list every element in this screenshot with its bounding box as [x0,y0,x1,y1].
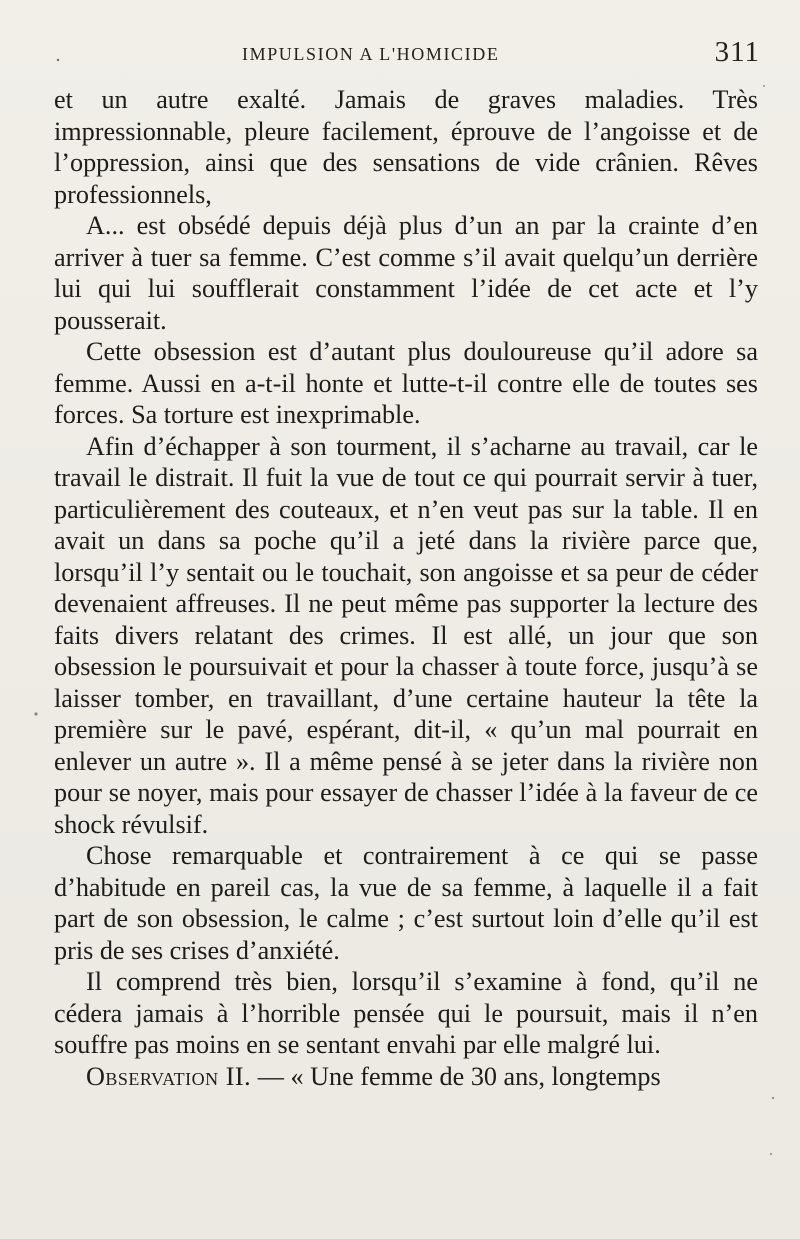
page-number: 311 [714,36,760,68]
running-head: IMPULSION A L'HOMICIDE [242,44,500,64]
paragraph: Cette obsession est d’autant plus douloureuse qu’il adore sa femme. Aussi en a-t-il honte et lutte-t-il contre elle de toutes ses forces. Sa torture est inexprimable. [54,337,758,429]
observation-text: — « Une femme de 30 ans, longtemps [251,1061,661,1091]
paragraph: Chose remarquable et contrairement à ce qui se passe d’habitude en pareil cas, la vue de sa femme, à laquelle il a fait part de son obsession, le calme ; c’est surtout loin d’elle qu’il est pris de ses crises d’anxiété. [54,841,758,965]
paragraph: Il comprend très bien, lorsqu’il s’examine à fond, qu’il ne cédera jamais à l’horrible pensée qui le poursuit, mais il n’en souffre pas moins en se sentant envahi par elle malgré lui. [54,967,758,1059]
paragraph: et un autre exalté. Jamais de graves maladies. Très impressionnable, pleure facilement, éprouve de l’angoisse et de l’oppression, ainsi que des sensations de vide crânien. Rêves professionnels, [54,85,758,209]
page-header [56,36,760,72]
body-text [54,84,758,1092]
paragraph: Afin d’échapper à son tourment, il s’acharne au travail, car le travail le distrait. Il fuit la vue de tout ce qui pourrait servir à tuer, particulièrement des couteaux, et n’en veut pas sur la table. Il en avait un dans sa poche qu’il a jeté dans la rivière parce que, lorsqu’il l’y sentait ou le touchait, son angoisse et sa peur de céder devenaient affreuses. Il ne peut même pas supporter la lecture des faits divers relatant des crimes. Il est allé, un jour que son obsession le poursuivait et pour la chasser à toute force, jusqu’à se laisser tomber, en travaillant, d’une certaine hauteur la tête la première sur le pavé, espérant, dit-il, « qu’un mal pourrait en enlever un autre ». Il a même pensé à se jeter dans la rivière non pour se noyer, mais pour essayer de chasser l’idée à la faveur de ce shock révulsif. [54,431,758,839]
paragraph: A... est obsédé depuis déjà plus d’un an par la crainte d’en arriver à tuer sa femme. C’est comme s’il avait quelqu’un derrière lui qui lui soufflerait constamment l’idée de cet acte et l’y pousserait. [54,211,758,335]
observation-line [54,1061,758,1093]
observation-label: Observation II. [86,1061,252,1091]
